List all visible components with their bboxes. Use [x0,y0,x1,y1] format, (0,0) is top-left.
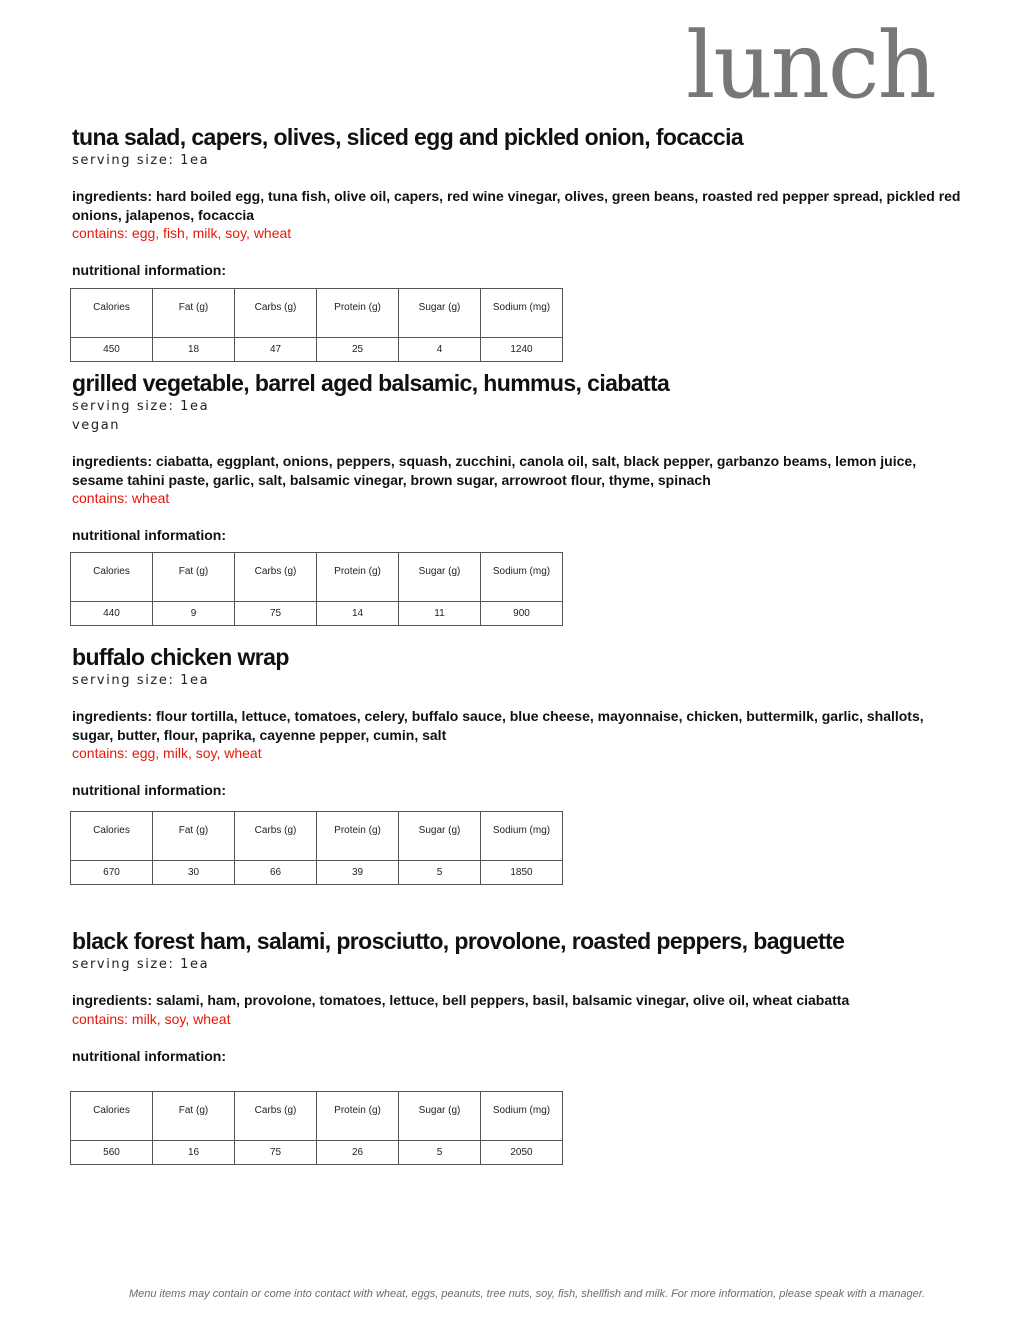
value-sodium: 2050 [481,1141,563,1165]
header-sodium: Sodium (mg) [481,553,563,602]
nutrition-table [70,1091,563,1165]
allergen-contains: contains: egg, fish, milk, soy, wheat [72,225,292,241]
serving-size: serving size: 1ea [72,673,210,688]
value-protein: 25 [317,338,399,362]
header-calories: Calories [71,1092,153,1141]
diet-label: vegan [72,418,121,433]
value-sugar: 4 [399,338,481,362]
header-calories: Calories [71,553,153,602]
menu-item [72,643,972,799]
ingredients-text: ingredients: salami, ham, provolone, tomatoes, lettuce, bell peppers, basil, balsamic vinegar, olive oil, wheat ciabatta [72,992,850,1008]
allergen-contains: contains: wheat [72,490,170,506]
value-fat: 30 [153,861,235,885]
menu-item [72,123,972,279]
nutrition-heading: nutritional information: [72,1047,226,1064]
header-sugar: Sugar (g) [399,289,481,338]
serving-size: serving size: 1ea [72,153,210,168]
header-fat: Fat (g) [153,289,235,338]
header-fat: Fat (g) [153,1092,235,1141]
nutrition-table [70,552,563,626]
header-fat: Fat (g) [153,812,235,861]
nutrition-table [70,288,563,362]
value-sugar: 11 [399,602,481,626]
header-sugar: Sugar (g) [399,553,481,602]
value-calories: 440 [71,602,153,626]
ingredients-text: ingredients: hard boiled egg, tuna fish, olive oil, capers, red wine vinegar, olives, green beans, roasted red pepper spread, pickled red onions, jalapenos, focaccia [72,188,961,223]
allergen-disclaimer: Menu items may contain or come into contact with wheat, eggs, peanuts, tree nuts, soy, fish, shellfish and milk. For more information, please speak with a manager. [128,1288,926,1300]
nutrition-table [70,811,563,885]
value-sugar: 5 [399,861,481,885]
item-title: grilled vegetable, barrel aged balsamic, hummus, ciabatta [72,370,670,396]
header-sodium: Sodium (mg) [481,812,563,861]
page-title: lunch [686,12,935,119]
header-carbs: Carbs (g) [235,812,317,861]
value-fat: 18 [153,338,235,362]
header-sugar: Sugar (g) [399,1092,481,1141]
ingredients-text: ingredients: flour tortilla, lettuce, tomatoes, celery, buffalo sauce, blue cheese, mayonnaise, chicken, buttermilk, garlic, shallots, sugar, butter, flour, paprika, cayenne pepper, cumin, salt [72,708,924,743]
header-calories: Calories [71,289,153,338]
ingredients-text: ingredients: ciabatta, eggplant, onions, peppers, squash, zucchini, canola oil, salt, black pepper, garbanzo beams, lemon juice, sesame tahini paste, garlic, salt, balsamic vinegar, brown sugar, arrowroot flour, thyme, spinach [72,453,917,488]
header-sodium: Sodium (mg) [481,1092,563,1141]
header-protein: Protein (g) [317,812,399,861]
serving-size: serving size: 1ea [72,957,210,972]
header-calories: Calories [71,812,153,861]
header-carbs: Carbs (g) [235,553,317,602]
header-fat: Fat (g) [153,553,235,602]
serving-size: serving size: 1ea [72,399,210,414]
nutrition-heading: nutritional information: [72,262,226,278]
header-protein: Protein (g) [317,553,399,602]
item-title: buffalo chicken wrap [72,644,289,670]
allergen-contains: contains: egg, milk, soy, wheat [72,745,262,761]
item-title: black forest ham, salami, prosciutto, provolone, roasted peppers, baguette [72,928,845,954]
value-carbs: 75 [235,602,317,626]
value-fat: 9 [153,602,235,626]
menu-item [72,927,972,1065]
value-sugar: 5 [399,1141,481,1165]
header-carbs: Carbs (g) [235,289,317,338]
value-sodium: 900 [481,602,563,626]
nutrition-heading: nutritional information: [72,782,226,798]
nutrition-heading: nutritional information: [72,527,226,543]
value-protein: 26 [317,1141,399,1165]
value-protein: 39 [317,861,399,885]
header-protein: Protein (g) [317,1092,399,1141]
value-calories: 450 [71,338,153,362]
value-sodium: 1240 [481,338,563,362]
header-carbs: Carbs (g) [235,1092,317,1141]
value-fat: 16 [153,1141,235,1165]
header-sodium: Sodium (mg) [481,289,563,338]
value-carbs: 75 [235,1141,317,1165]
value-sodium: 1850 [481,861,563,885]
header-sugar: Sugar (g) [399,812,481,861]
allergen-contains: contains: milk, soy, wheat [72,1010,231,1027]
menu-item [72,369,972,544]
item-title: tuna salad, capers, olives, sliced egg and pickled onion, focaccia [72,124,744,150]
value-carbs: 47 [235,338,317,362]
value-calories: 670 [71,861,153,885]
value-protein: 14 [317,602,399,626]
value-carbs: 66 [235,861,317,885]
value-calories: 560 [71,1141,153,1165]
header-protein: Protein (g) [317,289,399,338]
